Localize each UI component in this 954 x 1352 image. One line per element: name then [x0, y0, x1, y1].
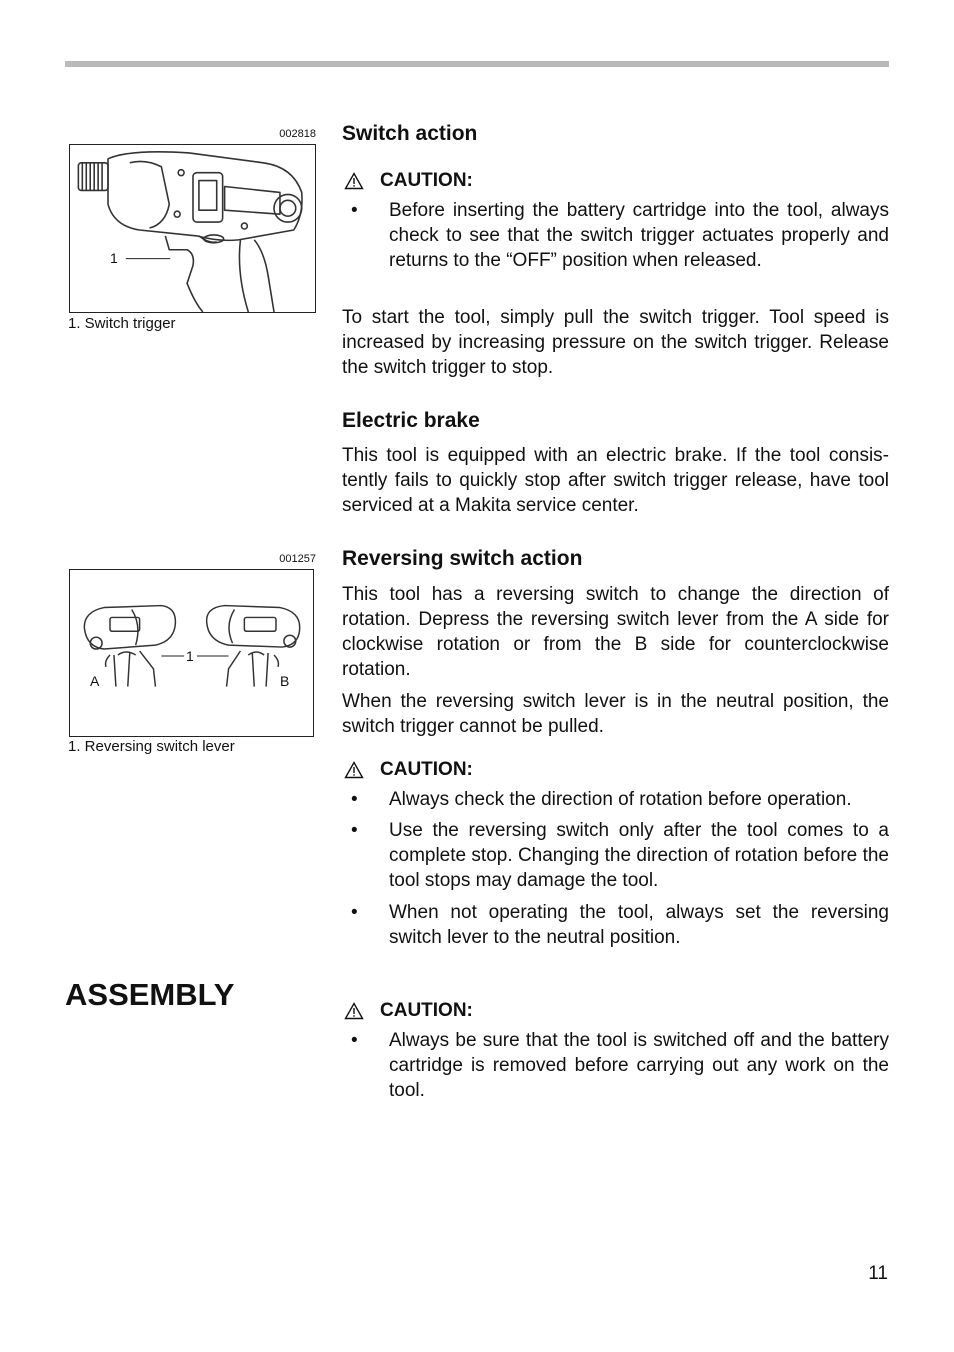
bullet-dot: •: [351, 200, 358, 221]
caution-label: CAUTION:: [344, 1000, 473, 1022]
reversing-body-1: This tool has a reversing switch to change the direction of rotation. Depress the reversing switch lever from the A side for clockwise rotation or from the B side for counterclockwise rotation.: [342, 584, 889, 680]
caution-item: • Use the reversing switch only after the tool comes to a complete stop. Changing the direction of rotation before the tool stops may damage the tool.: [351, 820, 889, 891]
callout-1: 1: [110, 250, 118, 266]
electric-brake-body: This tool is equipped with an electric brake. If the tool consistently fails to quickly stop after switch trigger release, have tool serviced at a Makita service center.: [342, 445, 889, 516]
label-a: A: [90, 673, 100, 689]
section-heading-assembly: ASSEMBLY: [65, 977, 235, 1012]
section-heading-switch-action: Switch action: [342, 122, 478, 145]
bullet-dot: •: [351, 820, 358, 841]
switch-action-body: To start the tool, simply pull the switch trigger. Tool speed is increased by increasing pressure on the switch trigger. Release the switch trigger to stop.: [342, 307, 889, 378]
caution-item: • When not operating the tool, always set the reversing switch lever to the neutral position.: [351, 902, 889, 948]
warning-triangle-icon: [344, 1002, 364, 1020]
bullet-dot: •: [351, 902, 358, 923]
section-heading-electric-brake: Electric brake: [342, 409, 480, 432]
callout-1: 1: [186, 648, 194, 664]
warning-triangle-icon: [344, 761, 364, 779]
figure-caption: 1. Switch trigger: [68, 315, 176, 332]
reversing-body-2: When the reversing switch lever is in the neutral position, the switch trigger cannot be pulled.: [342, 691, 889, 737]
bullet-dot: •: [351, 1030, 358, 1051]
bullet-dot: •: [351, 789, 358, 810]
header-rule: [65, 61, 889, 67]
caution-item: • Always be sure that the tool is switched off and the battery cartridge is removed before carrying out any work on the tool.: [351, 1030, 889, 1101]
caution-item: • Always check the direction of rotation before operation.: [351, 789, 852, 810]
caution-label: CAUTION:: [344, 170, 473, 192]
caution-item: • Before inserting the battery cartridge into the tool, always check to see that the switch trigger actuates properly and returns to the “OFF” position when released.: [351, 200, 889, 271]
caution-label: CAUTION:: [344, 759, 473, 781]
label-b: B: [280, 673, 290, 689]
reversing-switch-figure: [69, 569, 314, 737]
warning-triangle-icon: [344, 172, 364, 190]
switch-trigger-figure: [69, 144, 316, 313]
impact-driver-illustration: [70, 145, 315, 312]
section-heading-reversing-switch: Reversing switch action: [342, 547, 583, 570]
page-number: 11: [868, 1263, 888, 1284]
figure-id: 001257: [279, 553, 316, 565]
figure-caption: 1. Reversing switch lever: [68, 738, 235, 755]
figure-id: 002818: [279, 128, 316, 140]
